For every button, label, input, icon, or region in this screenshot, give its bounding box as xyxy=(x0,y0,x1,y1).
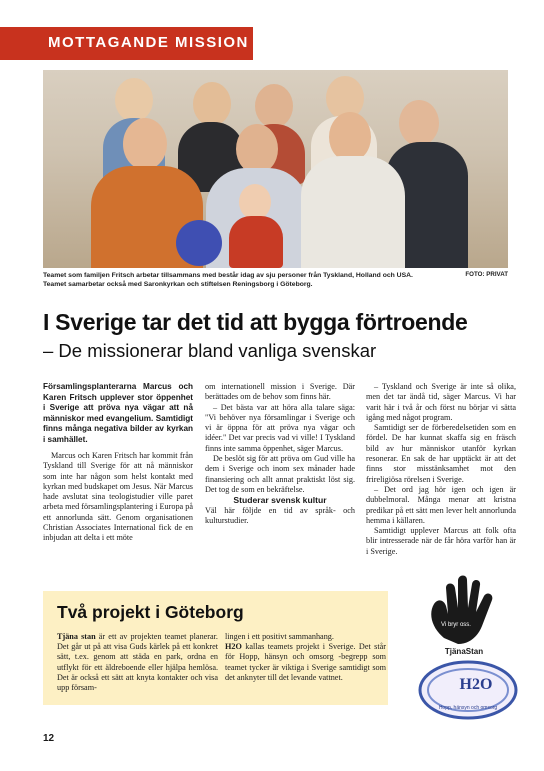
h2o-logo-text: H2O xyxy=(459,676,493,693)
hand-logo-text: Vi bryr oss. xyxy=(441,622,471,628)
body-paragraph: De beslöt sig för att pröva om Gud ville ha dem i Sverige och inom sex månader hade finansiering och allt annat praktiskt löst sig. Det tog de som en bekräftelse. xyxy=(205,454,355,494)
lead-paragraph: Församlingsplanterarna Marcus och Karen Fritsch upplever stor öppenhet i Sverige att pröva nya vägar att nå människor med evangelium. Samtidigt finns många negativa bilder av kyrkan i samhället. xyxy=(43,382,193,444)
box-text: kallas teamets projekt i Sverige. Det står för Hopp, hänsyn och omsorg -begrepp som teamet tycker är viktiga i Sverige samtidigt som det anknyter till det levande vattnet. xyxy=(225,642,386,682)
body-paragraph: – Det bästa var att höra alla talare säga: "Vi behöver nya församlingar i Sverige och vi är öppna för att pröva nya vägar och idéer." Det var precis vad vi ville! I Tyskland finns inte samma öppenhet, säger Marcus. xyxy=(205,402,355,453)
page-number: 12 xyxy=(43,733,55,744)
article-column-3 xyxy=(366,382,516,557)
photo-caption: Teamet som familjen Fritsch arbetar tillsammans med består idag av sju personer från Tyskland, Holland och USA. Teamet samarbetar också med Saronkyrkan och stiftelsen Reningsborg i Göteborg. xyxy=(43,272,413,288)
headline: I Sverige tar det tid att bygga förtroende xyxy=(43,309,468,335)
body-paragraph: Samtidigt upplever Marcus att folk ofta blir intresserade när de får höra varför han är i Sverige. xyxy=(366,526,516,556)
section-tag xyxy=(0,27,253,60)
box-column-2 xyxy=(225,632,386,683)
body-paragraph: – Tyskland och Sverige är inte så olika, men det tar ändå tid, säger Marcus. Vi har varit här i två år och först nu börjar vi sätta igång med något program. xyxy=(366,382,516,422)
box-title: Två projekt i Göteborg xyxy=(57,602,244,622)
project-name: H2O xyxy=(225,642,242,652)
h2o-logo xyxy=(418,659,518,721)
body-paragraph: Väl här följde en tid av språk- och kulturstudier. xyxy=(205,505,355,525)
subtitle: Studerar svensk kultur xyxy=(233,495,327,506)
body-paragraph: om internationell mission i Sverige. Där berättades om de behov som finns här. xyxy=(205,382,355,402)
subheadline: – De missionerar bland vanliga svenskar xyxy=(43,340,377,361)
box-column-1 xyxy=(57,632,218,693)
section-tag-label: MOTTAGANDE MISSION xyxy=(48,34,249,51)
article-column-2 xyxy=(205,382,355,526)
body-paragraph: Samtidigt ser de förberedelsetiden som en fördel. De har kunnat skaffa sig en fräsch bild av hur människor utanför kyrkan resonerar. En sak de har upptäckt är att det finns stor misstänksamhet mot den frireligiösa rörelsen i Sverige. xyxy=(366,423,516,484)
hand-logo-name: TjänaStan xyxy=(444,647,484,656)
box-text: är ett av projekten teamet planerar. Det går ut på att visa Guds kärlek på ett konkret sätt, t.ex. genom att städa en park, ordna en utflykt för ett äldreboende eller hjälpa hemlösa. Det är också ett sätt att knyta kontakter och visa upp försam- xyxy=(57,632,218,693)
article-column-1 xyxy=(43,382,193,544)
hand-logo xyxy=(414,568,510,658)
h2o-logo-sub: Hopp, hänsyn och omsorg xyxy=(438,705,498,711)
box-text: lingen i ett positivt sammanhang. xyxy=(225,632,334,641)
body-paragraph: – Det ord jag hör igen och igen är dubbelmoral. Många menar att kristna predikar på ett sätt men lever helt annorlunda hemma i källaren. xyxy=(366,484,516,525)
photo-credit: FOTO: PRIVAT xyxy=(465,271,508,278)
project-name: Tjäna stan xyxy=(57,632,96,641)
body-paragraph: Marcus och Karen Fritsch har kommit från Tyskland till Sverige för att nå människor som inte har någon som helst kontakt med kyrkan med budskapet om Jesus. När Marcus hade avslutat sina teologistudier ville paret arbeta med församlingsplantering i Europa på ett annorlunda sätt. Genom organisationen Christian Associates International fick de en inbjudan att delta i ett möte xyxy=(43,451,193,543)
team-photo xyxy=(43,70,508,268)
